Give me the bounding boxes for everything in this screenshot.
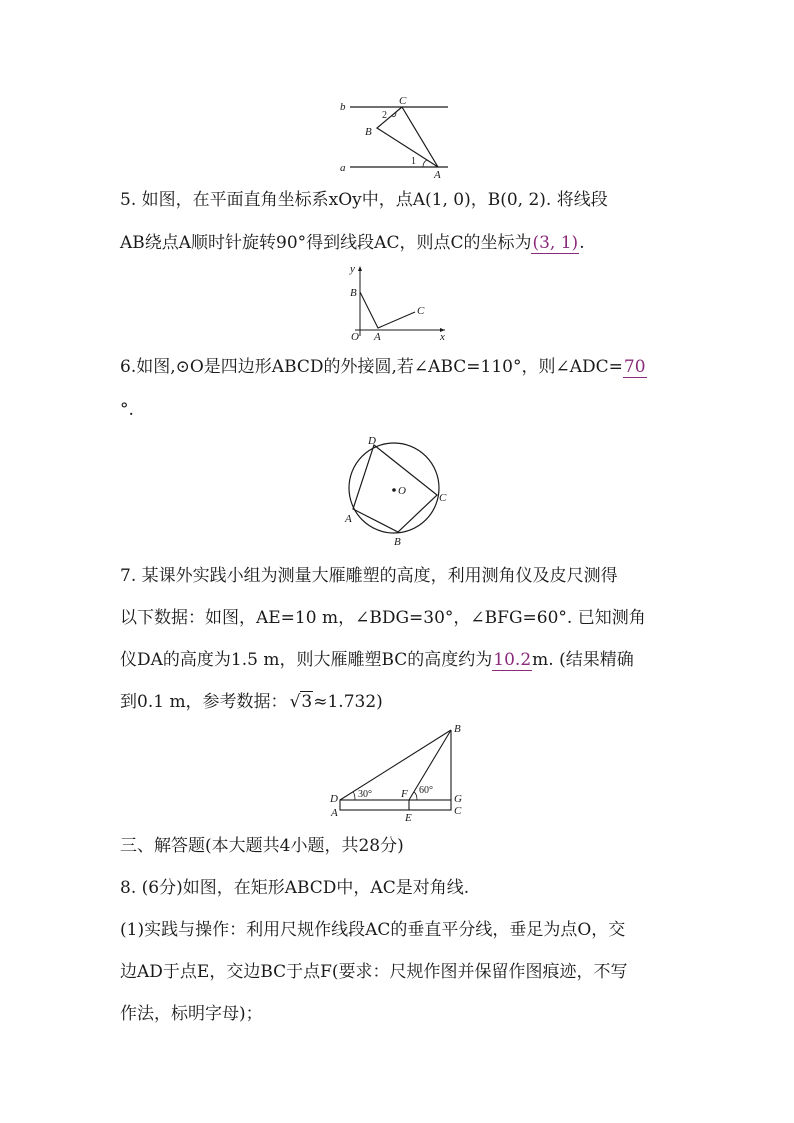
section-title: 三、解答题(本大题共4小题，共28分) <box>120 836 404 856</box>
label-angle-30: 30° <box>358 789 372 800</box>
label-D: D <box>330 793 338 805</box>
sqrt-radicand: 3 <box>301 692 313 712</box>
q5-period: . <box>579 233 585 253</box>
label-O: O <box>351 331 359 343</box>
label-C: C <box>417 305 425 317</box>
q5-text: AB绕点A顺时针旋转90°得到线段AC，则点C的坐标为 <box>120 233 532 253</box>
label-B: B <box>454 723 461 735</box>
q7-line-4 <box>120 690 680 714</box>
label-a: a <box>340 162 346 174</box>
label-A: A <box>345 513 352 525</box>
label-A: A <box>434 169 441 181</box>
q6-text: 6.如图,⊙O是四边形ABCD的外接圆,若∠ABC=110°，则∠ADC= <box>120 357 623 377</box>
figure-circle-quadrilateral <box>338 432 458 550</box>
q8-part1-line-3: 作法，标明字母)； <box>120 1004 263 1024</box>
q8-line-1: 8. (6分)如图，在矩形ABCD中，AC是对角线. <box>120 878 470 898</box>
label-angle-2: 2 <box>382 110 387 121</box>
label-F: F <box>401 788 408 800</box>
label-O: O <box>398 485 406 497</box>
q7-text-post: m. (结果精确 <box>532 650 634 670</box>
label-C: C <box>439 492 447 504</box>
q8-part1-line-2: 边AD于点E，交边BC于点F(要求：尺规作图并保留作图痕迹，不写 <box>120 962 628 982</box>
label-E: E <box>405 812 412 824</box>
label-b: b <box>340 101 346 113</box>
q7-answer: 10.2 <box>493 650 532 670</box>
label-B: B <box>365 126 372 138</box>
q7-line-3 <box>120 648 680 672</box>
figure-coordinate-plane <box>340 260 455 345</box>
label-A: A <box>374 331 381 343</box>
q6-line-2: °. <box>120 400 134 420</box>
q6-line-1 <box>120 355 680 379</box>
q7-line-1: 7. 某课外实践小组为测量大雁雕塑的高度，利用测角仪及皮尺测得 <box>120 566 618 586</box>
label-angle-1: 1 <box>411 156 416 167</box>
label-x: x <box>440 331 445 343</box>
label-B: B <box>350 287 357 299</box>
label-C: C <box>399 95 407 107</box>
q5-answer: (3, 1) <box>532 233 579 253</box>
q7-text: 仪DA的高度为1.5 m，则大雁雕塑BC的高度约为 <box>120 650 493 670</box>
label-G: G <box>454 793 462 805</box>
figure-statue-measurement <box>325 720 470 825</box>
q7-line-2: 以下数据：如图，AE=10 m，∠BDG=30°，∠BFG=60°. 已知测角 <box>120 608 646 628</box>
label-angle-60: 60° <box>419 785 433 796</box>
sqrt-symbol: √3 <box>289 692 313 712</box>
q5-line-2 <box>120 231 680 255</box>
label-A: A <box>331 807 338 819</box>
label-D: D <box>368 435 376 447</box>
q8-part1-line-1: (1)实践与操作：利用尺规作线段AC的垂直平分线，垂足为点O，交 <box>120 920 626 940</box>
figure-parallel-lines <box>330 92 470 182</box>
q6-answer: 70 <box>623 357 646 377</box>
q7-text-ref: 到0.1 m，参考数据： <box>120 692 288 712</box>
label-y: y <box>350 263 355 275</box>
label-B: B <box>394 536 401 548</box>
label-C: C <box>454 805 462 817</box>
q7-text-approx: ≈1.732) <box>313 692 383 712</box>
q5-line-1: 5. 如图，在平面直角坐标系xOy中，点A(1, 0)，B(0, 2). 将线段 <box>120 190 608 210</box>
